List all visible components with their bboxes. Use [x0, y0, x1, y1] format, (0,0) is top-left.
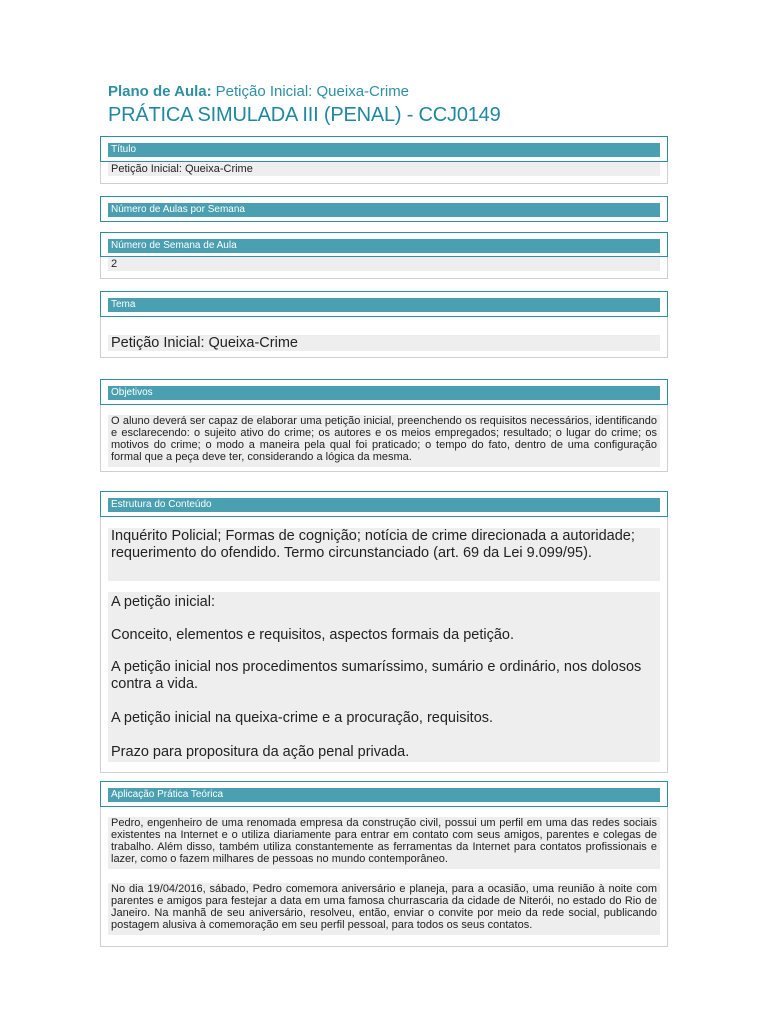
- section-aplicacao-header: [100, 781, 668, 807]
- estrutura-paragraph-4: A petição inicial nos procedimentos sumaríssimo, sumário e ordinário, nos dolosos contra a vida.: [111, 659, 642, 692]
- section-semana-content: [100, 257, 668, 279]
- section-titulo-content: [100, 162, 668, 184]
- section-aplicacao-content: [100, 807, 668, 947]
- titulo-value: Petição Inicial: Queixa-Crime: [108, 162, 660, 176]
- semana-value: 2: [108, 257, 660, 271]
- section-tema-header: [100, 291, 668, 317]
- section-objetivos-content: [100, 405, 668, 472]
- section-tema-content: [100, 317, 668, 358]
- section-objetivos-header: [100, 379, 668, 405]
- section-aulas-header: [100, 196, 668, 222]
- objetivos-text: O aluno deverá ser capaz de elaborar uma petição inicial, preenchendo os requisitos necessários, identificando e esclarecendo: o sujeito ativo do crime; os autores e os meios empregados; resultado; o lugar do crime; os motivos do crime; o modo a maneira pela qual foi praticado; o tempo do fato, dentro de uma configuração formal que a peça deve ter, considerando a lógica da mesma.: [108, 415, 660, 467]
- document-header: [108, 83, 668, 127]
- aplicacao-paragraph-1: Pedro, engenheiro de uma renomada empresa da construção civil, possui um perfil em uma das redes sociais existentes na Internet e o utiliza diariamente para entrar em contato com seus amigos, parentes e colegas de trabalho. Além disso, também utiliza constantemente as ferramentas da Internet para contatos profissionais e lazer, como o fazem milhares de pessoas no mundo contemporâneo.: [108, 817, 660, 869]
- tema-value: Petição Inicial: Queixa-Crime: [108, 335, 660, 351]
- estrutura-paragraph-2: A petição inicial:: [111, 594, 215, 610]
- plano-value: Petição Inicial: Queixa-Crime: [215, 83, 410, 100]
- plano-label: Plano de Aula:: [108, 83, 212, 100]
- section-label: Título: [108, 143, 660, 157]
- estrutura-block: [108, 592, 660, 762]
- section-estrutura-content: [100, 517, 668, 773]
- section-label: Tema: [108, 298, 660, 312]
- section-titulo-header: [100, 136, 668, 162]
- course-title: PRÁTICA SIMULADA III (PENAL) - CCJ0149: [108, 104, 501, 126]
- section-estrutura-header: [100, 491, 668, 517]
- section-label: Número de Semana de Aula: [108, 239, 660, 253]
- section-semana-header: [100, 232, 668, 257]
- estrutura-paragraph-3: Conceito, elementos e requisitos, aspectos formais da petição.: [111, 627, 514, 643]
- estrutura-paragraph-1: Inquérito Policial; Formas de cognição; notícia de crime direcionada a autoridade; requerimento do ofendido. Termo circunstanciado (art. 69 da Lei 9.099/95).: [108, 528, 660, 581]
- estrutura-paragraph-6: Prazo para propositura da ação penal privada.: [111, 744, 410, 760]
- section-label: Estrutura do Conteúdo: [108, 498, 660, 512]
- section-label: Número de Aulas por Semana: [108, 203, 660, 217]
- estrutura-paragraph-5: A petição inicial na queixa-crime e a procuração, requisitos.: [111, 710, 494, 726]
- plano-de-aula-line: [108, 83, 668, 101]
- aplicacao-paragraph-2: No dia 19/04/2016, sábado, Pedro comemora aniversário e planeja, para a ocasião, uma reunião à noite com parentes e amigos para festejar a data em uma famosa churrascaria da cidade de Niterói, no estado do Rio de Janeiro. Na manhã de seu aniversário, resolveu, então, enviar o convite por meio da rede social, publicando postagem alusiva à comemoração em seu perfil pessoal, para todos os seus contatos.: [108, 883, 660, 935]
- section-label: Objetivos: [108, 386, 660, 400]
- section-label: Aplicação Prática Teórica: [108, 788, 660, 802]
